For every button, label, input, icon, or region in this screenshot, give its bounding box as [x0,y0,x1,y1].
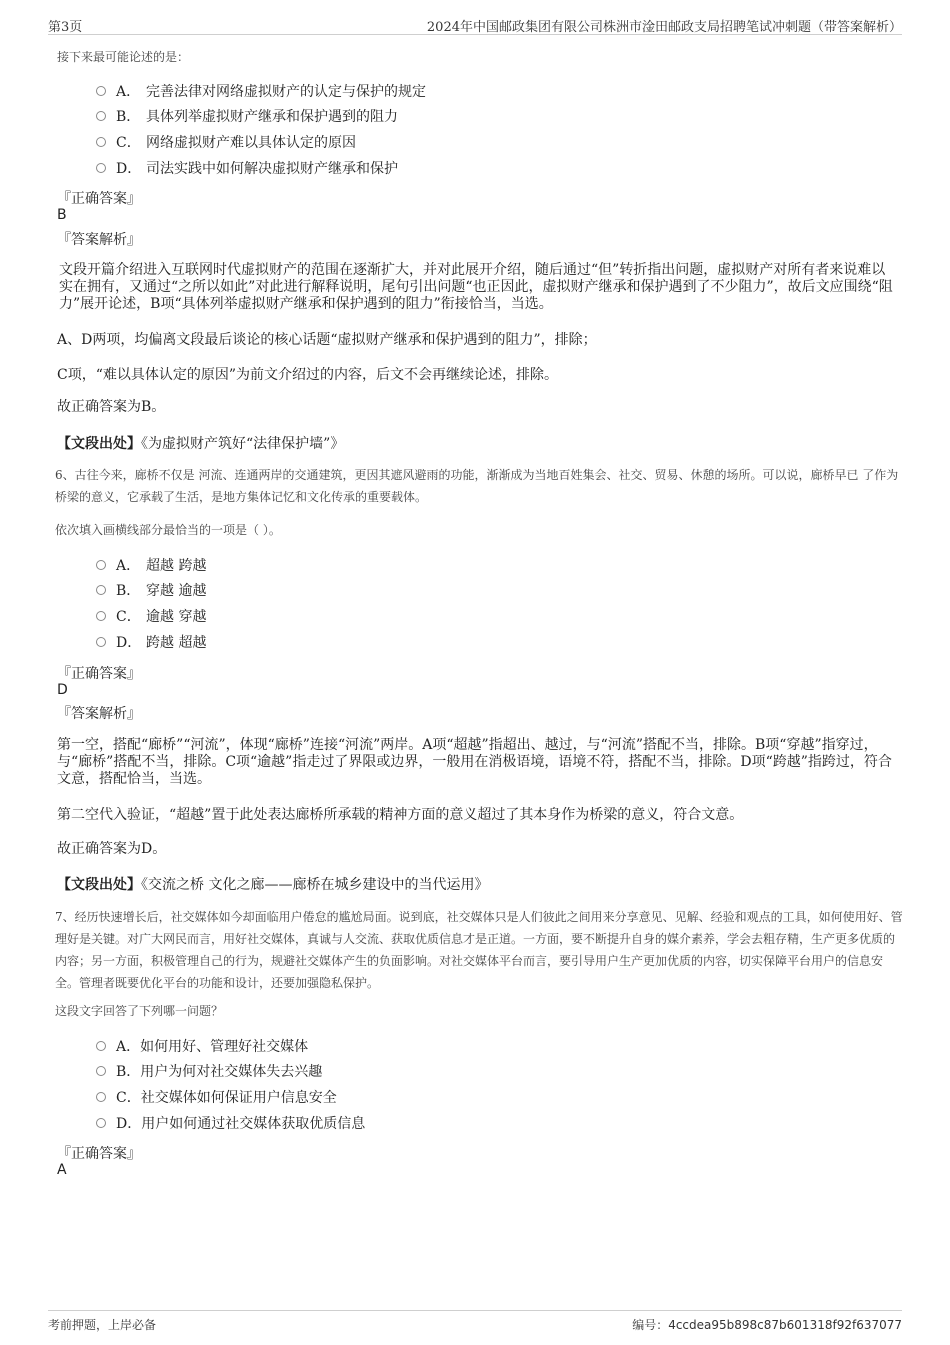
q6-option-d[interactable]: D． 跨越 超越 [96,633,206,653]
radio-icon[interactable] [96,560,106,570]
source-label: 【文段出处】 [57,877,141,893]
q6-option-a[interactable]: A． 超越 跨越 [96,556,206,576]
document-title: 2024年中国邮政集团有限公司株洲市淦田邮政支局招聘笔试冲刺题（带答案解析） [426,20,902,35]
q7-prompt: 这段文字回答了下列哪一问题？ [55,1004,224,1018]
q6-analysis-paragraph: 故正确答案为D。 [57,841,167,857]
radio-icon[interactable] [96,637,106,647]
document-code: 编号：4ccdea95b898c87b601318f92f637077 [632,1318,902,1332]
q6-prompt: 依次填入画横线部分最恰当的一项是（ ）。 [55,523,281,537]
q5-answer: B [57,207,67,223]
q7-option-a[interactable]: A．如何用好、管理好社交媒体 [96,1037,308,1057]
q6-option-c[interactable]: C． 逾越 穿越 [96,607,206,627]
q5-option-d[interactable]: D． 司法实践中如何解决虚拟财产继承和保护 [96,159,398,179]
q5-option-b[interactable]: B． 具体列举虚拟财产继承和保护遇到的阻力 [96,107,398,127]
source-title: 《为虚拟财产筑好“法律保护墙”》 [141,436,345,452]
q6-option-b[interactable]: B． 穿越 逾越 [96,581,206,601]
radio-icon[interactable] [96,585,106,595]
q6-answer-label: 『正确答案』 [57,666,141,682]
q7-answer: A [57,1162,67,1178]
q5-answer-label: 『正确答案』 [57,191,141,207]
q5-option-c[interactable]: C． 网络虚拟财产难以具体认定的原因 [96,133,356,153]
q5-analysis-paragraph: 文段开篇介绍进入互联网时代虚拟财产的范围在逐渐扩大，并对此展开介绍，随后通过“但”转折指出问题，虚拟财产对所有者来说难以实在拥有，又通过“之所以如此”对此进行解释说明，尾句引出问题“也正因此，虚拟财产继承和保护遇到了不少阻力”，故后文应围绕“阻力”展开论述，B项“具体列举虚拟财产继承和保护遇到的阻力”衔接恰当，当选。 [59,262,893,312]
source-label: 【文段出处】 [57,436,141,452]
source-title: 《交流之桥 文化之廊——廊桥在城乡建设中的当代运用》 [141,877,489,893]
q5-analysis-paragraph: 故正确答案为B。 [57,399,166,415]
radio-icon[interactable] [96,1118,106,1128]
q6-answer: D [57,682,68,698]
q6-analysis-label: 『答案解析』 [57,706,141,722]
radio-icon[interactable] [96,163,106,173]
q5-source [57,433,344,453]
footer-slogan: 考前押题，上岸必备 [48,1318,157,1332]
page-footer [48,1310,902,1333]
radio-icon[interactable] [96,611,106,621]
radio-icon[interactable] [96,1041,106,1051]
q7-answer-label: 『正确答案』 [57,1146,141,1162]
q6-analysis-paragraph: 第二空代入验证，“超越”置于此处表达廊桥所承载的精神方面的意义超过了其本身作为桥梁的意义，符合文意。 [57,807,744,823]
radio-icon[interactable] [96,1092,106,1102]
radio-icon[interactable] [96,111,106,121]
q7-option-b[interactable]: B．用户为何对社交媒体失去兴趣 [96,1062,322,1082]
radio-icon[interactable] [96,137,106,147]
radio-icon[interactable] [96,1066,106,1076]
q5-analysis-label: 『答案解析』 [57,232,141,248]
q6-analysis-paragraph: 第一空，搭配“廊桥”“河流”，体现“廊桥”连接“河流”两岸。A项“超越”指超出、越过，与“河流”搭配不当，排除。B项“穿越”指穿过，与“廊桥”搭配不当，排除。C项“逾越”指走过了界限或边界，一般用在消极语境，语境不符，搭配不当，排除。D项“跨越”指跨过，符合文意，搭配恰当，当选。 [57,737,892,787]
q5-option-a[interactable]: A． 完善法律对网络虚拟财产的认定与保护的规定 [96,82,426,102]
q5-prompt: 接下来最可能论述的是： [57,50,190,64]
page-header [48,14,902,35]
q5-analysis-paragraph: A、D两项，均偏离文段最后谈论的核心话题“虚拟财产继承和保护遇到的阻力”，排除； [57,332,597,348]
q6-stem: 6、古往今来，廊桥不仅是 河流、连通两岸的交通建筑，更因其遮风避雨的功能，渐渐成为当地百姓集会、社交、贸易、休憩的场所。可以说，廊桥早已 了作为桥梁的意义，它承载了生活，是地方集体记忆和文化传承的重要载体。 [55,468,899,504]
q6-source [57,874,488,894]
q7-option-c[interactable]: C．社交媒体如何保证用户信息安全 [96,1088,337,1108]
page-number: 第3页 [48,20,83,35]
q7-option-d[interactable]: D．用户如何通过社交媒体获取优质信息 [96,1114,365,1134]
radio-icon[interactable] [96,86,106,96]
q5-analysis-paragraph: C项，“难以具体认定的原因”为前文介绍过的内容，后文不会再继续论述，排除。 [57,367,559,383]
q7-stem: 7、经历快速增长后，社交媒体如今却面临用户倦怠的尴尬局面。说到底，社交媒体只是人们彼此之间用来分享意见、见解、经验和观点的工具，如何使用好、管理好是关键。对广大网民而言，用好社交媒体，真诚与人交流、获取优质信息才是正道。一方面，要不断提升自身的媒介素养，学会去粗存精，生产更多优质的内容；另一方面，积极管理自己的行为，规避社交媒体产生的负面影响。对社交媒体平台而言，要引导用户生产更加优质的内容，切实保障平台用户的信息安全。管理者既要优化平台的功能和设计，还要加强隐私保护。 [55,910,903,990]
